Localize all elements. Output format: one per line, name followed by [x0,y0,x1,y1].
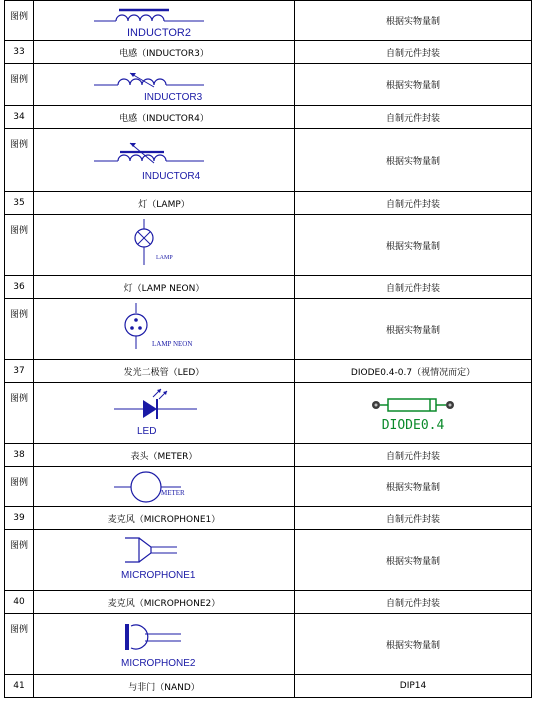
footprint-cell: 根据实物量制 [295,129,532,192]
table-row [5,360,532,383]
footprint-cell: 根据实物量制 [295,614,532,675]
footprint-cell: 根据实物量制 [295,1,532,41]
table-row [5,299,532,360]
microphone1-symbol [34,530,295,591]
footprint-cell: 自制元件封装 [295,507,532,530]
component-name: 与非门（NAND） [34,675,295,698]
table-row [5,591,532,614]
example-label: 图例 [5,383,34,444]
example-label: 图例 [5,215,34,276]
component-name: 麦克风（MICROPHONE2） [34,591,295,614]
symbol-label: LED [137,426,157,437]
footprint-cell: 自制元件封装 [295,591,532,614]
symbol-label: INDUCTOR2 [127,26,191,39]
footprint-cell: 根据实物量制 [295,467,532,507]
table-row [5,1,532,41]
row-number: 41 [5,675,34,698]
component-table [4,0,532,698]
row-number: 34 [5,106,34,129]
example-label: 图例 [5,467,34,507]
table-row [5,467,532,507]
table-row [5,129,532,192]
inductor4-symbol [34,129,295,192]
example-label: 图例 [5,614,34,675]
table-row [5,215,532,276]
inductor3-symbol [34,64,295,106]
example-label: 图例 [5,1,34,41]
table-row [5,41,532,64]
component-name: 表头（METER） [34,444,295,467]
footprint-cell: 根据实物量制 [295,299,532,360]
footprint-cell: 自制元件封装 [295,41,532,64]
footprint-cell: 根据实物量制 [295,64,532,106]
table-row [5,507,532,530]
table-row [5,276,532,299]
diode-footprint [295,383,532,444]
symbol-label: MICROPHONE2 [121,658,196,669]
footprint-cell: 自制元件封装 [295,444,532,467]
symbol-label: LAMP NEON [152,340,193,348]
lamp-neon-symbol [34,299,295,360]
example-label: 图例 [5,64,34,106]
footprint-cell: 根据实物量制 [295,215,532,276]
inductor2-symbol [34,1,295,41]
component-name: 发光二极管（LED） [34,360,295,383]
footprint-cell: 根据实物量制 [295,530,532,591]
table-row [5,106,532,129]
component-name: 灯（LAMP） [34,192,295,215]
footprint-cell: DIP14 [295,675,532,698]
component-name: 麦克风（MICROPHONE1） [34,507,295,530]
row-number: 33 [5,41,34,64]
symbol-label: LAMP [156,255,173,261]
meter-symbol [34,467,295,507]
component-name: 电感（INDUCTOR4） [34,106,295,129]
footprint-cell: 自制元件封装 [295,192,532,215]
symbol-label: INDUCTOR4 [142,171,201,182]
component-name: 灯（LAMP NEON） [34,276,295,299]
symbol-label: MICROPHONE1 [121,570,196,581]
example-label: 图例 [5,299,34,360]
example-label: 图例 [5,530,34,591]
row-number: 35 [5,192,34,215]
footprint-cell: 自制元件封装 [295,106,532,129]
footprint-label: DIODE0.4 [381,418,445,433]
table-row [5,192,532,215]
example-label: 图例 [5,129,34,192]
row-number: 37 [5,360,34,383]
lamp-symbol [34,215,295,276]
symbol-label: METER [161,488,185,497]
row-number: 39 [5,507,34,530]
component-name: 电感（INDUCTOR3） [34,41,295,64]
footprint-cell: DIODE0.4-0.7（视情况而定） [295,360,532,383]
row-number: 36 [5,276,34,299]
table-row [5,64,532,106]
microphone2-symbol [34,614,295,675]
row-number: 38 [5,444,34,467]
symbol-label: INDUCTOR3 [144,91,203,103]
table-row [5,614,532,675]
led-symbol [34,383,295,444]
table-row [5,675,532,698]
table-row [5,444,532,467]
footprint-cell: 自制元件封装 [295,276,532,299]
row-number: 40 [5,591,34,614]
table-row [5,530,532,591]
table-row [5,383,532,444]
